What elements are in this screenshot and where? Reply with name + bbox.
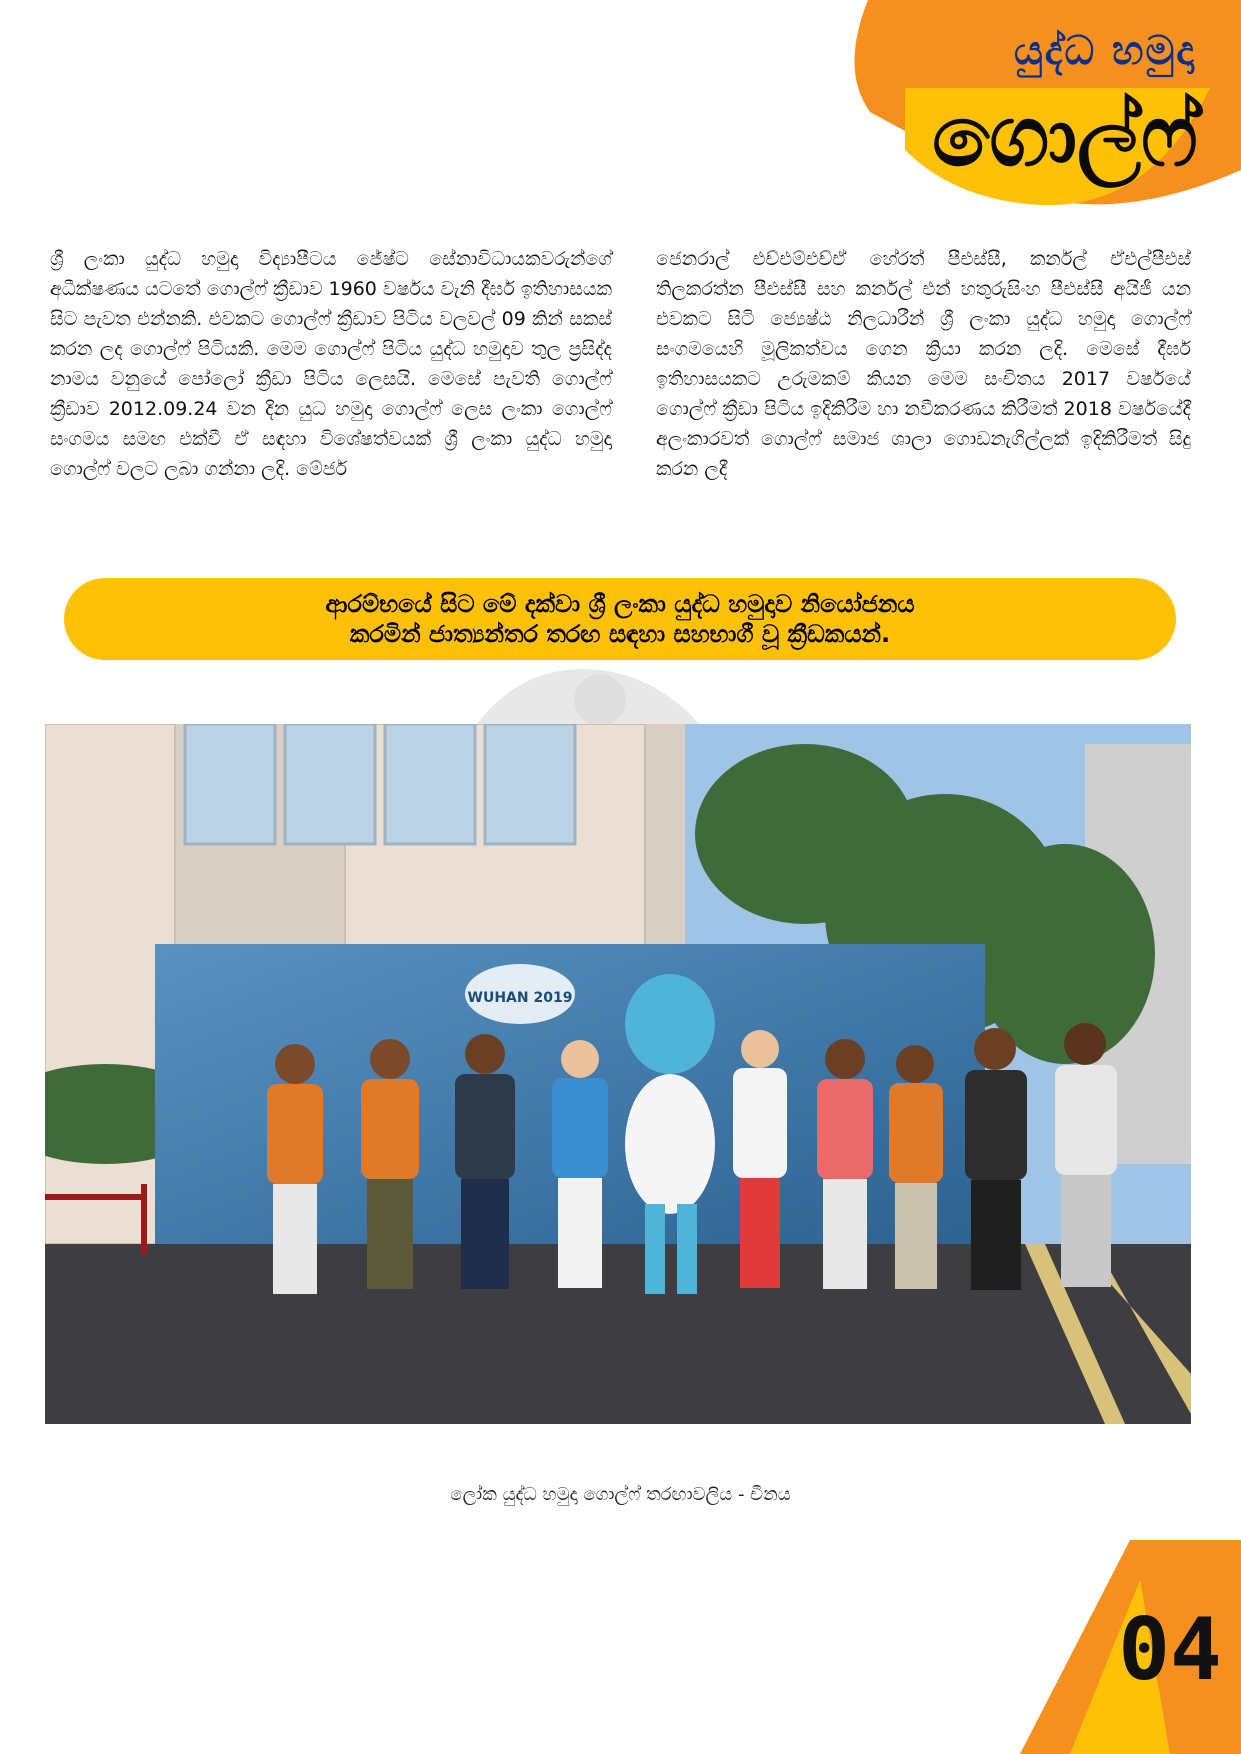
header-title: ගොල්ෆ්: [932, 87, 1198, 185]
banner-line-1: ආරම්භයේ සිට මේ දක්වා ශ්‍රී ලංකා යුද්ධ හමුදාව නියෝජනය: [325, 590, 915, 618]
article-left-column: ශ්‍රී ලංකා යුද්ධ හමුදා විද්‍යාපීටය ජේෂ්ට සේනාවිධායකවරුන්ගේ අධීක්ෂණය යටතේ ගොල්ෆ් ක්‍රීඩාව 1960 වර්ෂය වැනි දීර්ඝ ඉතිහාසයක සිට පැවත එන්නකි. එවකට ගොල්ෆ් ක්‍රීඩාව පිටිය වලවල් 09 කින් සකස් කරන ලද ගොල්ෆ් පිටියකි. මෙම ගොල්ෆ් පිටිය යුද්ධ හමුදාව තුල ප්‍රසිද්ද නාමය වනුයේ පෝලෝ ක්‍රීඩා පිටිය ලෙසයි. මෙසේ පැවති ගොල්ෆ් ක්‍රීඩාව 2012.09.24 වන දින යුධ හමුදා ගොල්ෆ් ලෙස ලංකා ගොල්ෆ් සංගමය සමඟ එක්වී ඒ සඳහා විශේෂත්වයක් ශ්‍රී ලංකා යුද්ධ හමුදා ගොල්ෆ් වලට ලබා ගන්නා ලදි. මේජර්: [50, 248, 612, 480]
event-logo-text: WUHAN 2019: [467, 990, 573, 1006]
team-group-photo-icon: [45, 724, 1191, 1424]
page-number: 04: [1118, 1600, 1222, 1700]
group-photo: [45, 724, 1191, 1424]
banner-line-2: කරමින් ජාත්‍යන්තර තරඟ සඳහා සහභාගී වූ ක්‍රීඩකයන්.: [349, 620, 891, 648]
header-subtitle: යුද්ධ හමුදා: [1013, 28, 1197, 74]
photo-caption: ලෝක යුද්ධ හමුදා ගොල්ෆ් තරඟාවලිය - චීනය: [450, 1484, 791, 1505]
event-logo: [465, 964, 575, 1024]
article-right-column: ජෙනරාල් එච්එම්එච්ඒ හේරත් පීඑස්සී, කර්නල් ඒඑල්පීඑස් තිලකරත්න පීඑස්සී සහ කර්නල් එන් හතුරුසිංහ පීඑස්සී අයිජී යන එවකට සිටි ජ්‍යෙෂ්ඨ නිලධාරීන් ශ්‍රී ලංකා යුද්ධ හමුදා ගොල්ෆ් සංගමයෙහි මූලිකත්වය ගෙන ක්‍රියා කරන ලදි. මෙසේ දීර්ඝ ඉතිහාසයකට උරුමකම් කියන මෙම සංචිතය 2017 වර්ෂයේ ගොල්ෆ් ක්‍රීඩා පිටිය ඉදිකිරීම හා නවීකරණය කිරීමත් 2018 වර්ෂයේදී අලංකාරවත් ගොල්ෆ් සමාජ ශාලා ගොඩනැගිල්ලක් ඉදිකිරීමත් සිදු කරන ලදී: [656, 248, 1191, 480]
